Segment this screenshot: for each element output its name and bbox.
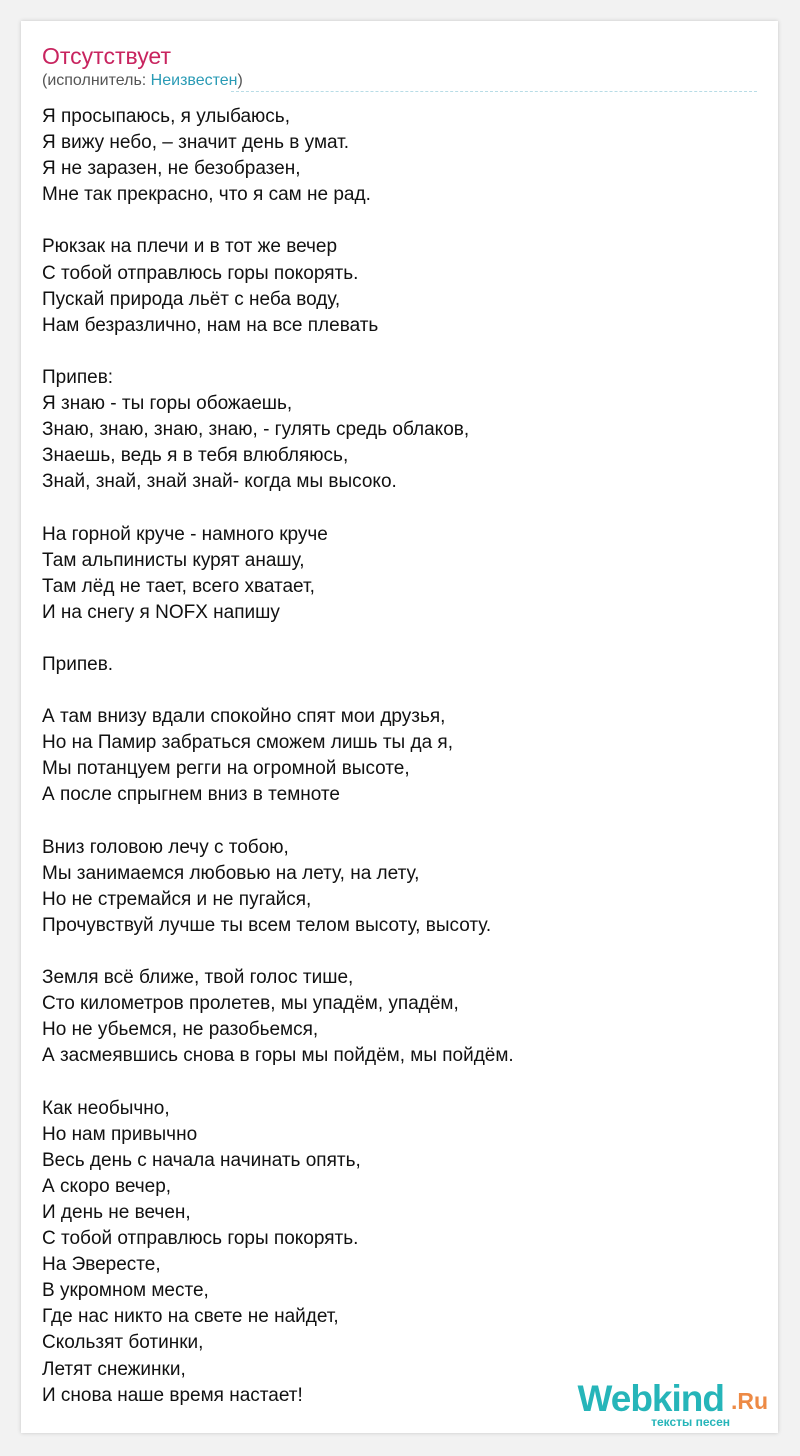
lyric-line: Но не стремайся и не пугайся, <box>42 888 312 910</box>
lyric-line: И день не вечен, <box>42 1201 191 1223</box>
lyric-line: Скользят ботинки, <box>42 1332 204 1354</box>
lyric-line: Пускай природа льёт с неба воду, <box>42 288 341 310</box>
lyric-line: А скоро вечер, <box>42 1175 172 1197</box>
artist-line <box>42 71 243 91</box>
lyric-line: Вниз головою лечу с тобою, <box>42 836 289 858</box>
lyric-line: Мы потанцуем регги на огромной высоте, <box>42 758 410 780</box>
lyric-line: А засмеявшись снова в горы мы пойдём, мы пойдём. <box>42 1045 514 1067</box>
stanza-gap <box>42 1069 762 1095</box>
watermark-subtitle: тексты песен <box>651 1415 730 1429</box>
lyric-line: Как необычно, <box>42 1097 170 1119</box>
lyric-line: Рюкзак на плечи и в тот же вечер <box>42 236 338 258</box>
lyric-line: Летят снежинки, <box>42 1358 186 1380</box>
lyric-line: Но на Памир забраться сможем лишь ты да я, <box>42 732 453 754</box>
lyric-line: Где нас никто на свете не найдет, <box>42 1306 339 1328</box>
lyric-line: Там альпинисты курят анашу, <box>42 549 305 571</box>
lyric-line: На горной круче - намного круче <box>42 523 328 545</box>
lyric-line: Я не заразен, не безобразен, <box>42 158 301 180</box>
lyric-line: Весь день с начала начинать опять, <box>42 1149 361 1171</box>
lyric-line: Земля всё ближе, твой голос тише, <box>42 967 354 989</box>
song-title: Отсутствует <box>42 43 171 69</box>
lyric-line: Сто километров пролетев, мы упадём, упадём, <box>42 993 459 1015</box>
lyric-line: Знаешь, ведь я в тебя влюбляюсь, <box>42 445 349 467</box>
lyric-line: А после спрыгнем вниз в темноте <box>42 784 340 806</box>
stanza-gap <box>42 339 762 365</box>
stanza-gap <box>42 626 762 652</box>
header-divider <box>231 91 757 92</box>
lyric-line: Припев. <box>42 653 114 675</box>
lyric-line: Но нам привычно <box>42 1123 198 1145</box>
artist-prefix: (исполнитель: <box>42 72 151 89</box>
artist-link[interactable]: Неизвестен <box>150 72 238 89</box>
lyric-line: Я знаю - ты горы обожаешь, <box>42 393 293 415</box>
lyric-line: Мы занимаемся любовью на лету, на лету, <box>42 862 420 884</box>
lyric-line: Знаю, знаю, знаю, знаю, - гулять средь облаков, <box>42 419 470 441</box>
lyric-line: В укромном месте, <box>42 1280 209 1302</box>
watermark-brand: Webkind <box>577 1378 724 1419</box>
artist-suffix: ) <box>237 72 243 89</box>
lyric-line: На Эвересте, <box>42 1254 161 1276</box>
stanza-gap <box>42 208 762 234</box>
lyric-line: Но не убьемся, не разобьемся, <box>42 1019 319 1041</box>
lyric-line: Там лёд не тает, всего хватает, <box>42 575 315 597</box>
lyric-line: Мне так прекрасно, что я сам не рад. <box>42 184 371 206</box>
stanza-gap <box>42 495 762 521</box>
lyric-line: А там внизу вдали спокойно спят мои друзья, <box>42 706 446 728</box>
lyric-line: С тобой отправлюсь горы покорять. <box>42 262 359 284</box>
lyric-line: Припев: <box>42 366 114 388</box>
watermark-domain: .Ru <box>730 1388 768 1414</box>
lyric-line: И снова наше время настает! <box>42 1384 303 1406</box>
lyrics-block <box>42 104 762 1409</box>
lyric-line: Я просыпаюсь, я улыбаюсь, <box>42 106 290 127</box>
lyric-line: И на снегу я NOFX напишу <box>42 601 280 623</box>
page-card <box>21 21 778 1433</box>
stanza-gap <box>42 678 762 704</box>
stanza-gap <box>42 809 762 835</box>
webkind-watermark <box>572 1379 772 1429</box>
lyric-line: С тобой отправлюсь горы покорять. <box>42 1228 359 1250</box>
lyric-line: Нам безразлично, нам на все плевать <box>42 314 379 336</box>
lyric-line: Прочувствуй лучше ты всем телом высоту, высоту. <box>42 914 492 936</box>
lyric-line: Я вижу небо, – значит день в умат. <box>42 132 350 154</box>
lyric-line: Знай, знай, знай знай- когда мы высоко. <box>42 471 397 493</box>
stanza-gap <box>42 939 762 965</box>
